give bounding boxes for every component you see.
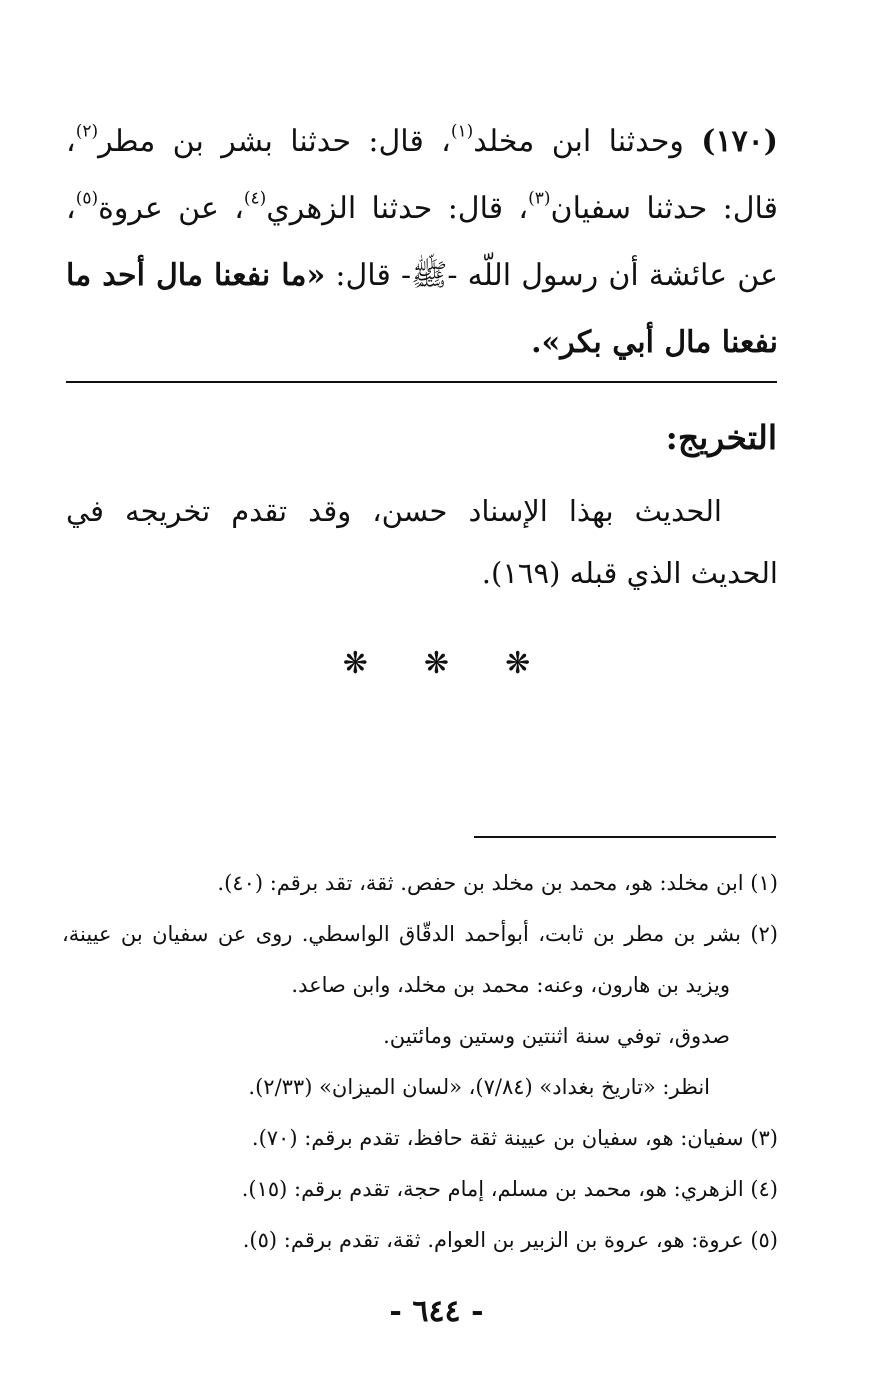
section-separator-stars	[0, 642, 873, 686]
footnote-2: (٢) بشر بن مطر بن ثابت، أبوأحمد الدقّاق الواسطي. روى عن سفيان بن عيينة، ويزيد بن هارون، وعنه: محمد بن مخلد، وابن صاعد.	[62, 922, 778, 997]
takhrij-heading: التخريج:	[665, 418, 777, 457]
takhrij-text: الحديث بهذا الإسناد حسن، وقد تقدم تخريجه في الحديث الذي قبله (١٦٩).	[66, 494, 778, 590]
footnote-3: (٣) سفيان: هو، سفيان بن عيينة ثقة حافظ، تقدم برقم: (٧٠).	[251, 1126, 778, 1150]
star-ornament-icon: ❋	[423, 646, 450, 681]
star-ornament-icon: ❋	[342, 646, 368, 681]
footnote-ref-1[interactable]: (١)	[450, 121, 474, 142]
footnote-ref-2[interactable]: (٢)	[75, 121, 99, 142]
isnad-part-1: وحدثنا ابن مخلد	[473, 124, 702, 159]
footnote-ref-4[interactable]: (٤)	[243, 188, 267, 209]
isnad-part-2: ، قال: حدثنا بشر بن مطر	[98, 124, 451, 159]
isnad-part-4: ، قال: حدثنا الزهري	[266, 191, 529, 226]
hadith-matn: «ما نفعنا مال أحد ما نفعنا مال أبي بكر».	[66, 258, 778, 360]
footnote-divider	[474, 836, 776, 838]
isnad-part-6: ، عن عائشة أن رسول اللّه -ﷺ- قال:	[66, 191, 778, 293]
footnote-ref-3[interactable]: (٣)	[528, 188, 551, 209]
section-divider	[66, 381, 777, 383]
hadith-number: (١٧٠)	[701, 124, 778, 159]
isnad-part-3: ، قال: حدثنا سفيان	[66, 124, 778, 226]
footnote-4: (٤) الزهري: هو، محمد بن مسلم، إمام حجة، تقدم برقم: (١٥).	[241, 1177, 778, 1201]
footnote-1: (١) ابن مخلد: هو، محمد بن مخلد بن حفص. ثقة، تقد برقم: (٤٠).	[217, 871, 778, 895]
footnotes	[62, 858, 778, 1266]
footnote-ref-5[interactable]: (٥)	[75, 188, 99, 209]
hadith-text	[66, 108, 778, 376]
footnote-5: (٥) عروة: هو، عروة بن الزبير بن العوام. ثقة، تقدم برقم: (٥).	[242, 1228, 778, 1252]
isnad-part-5: ، عن عروة	[98, 191, 244, 226]
star-ornament-icon: ❋	[505, 646, 531, 681]
page-number: - ٦٤٤ -	[389, 1294, 484, 1329]
footnote-2-grade: صدوق، توفي سنة اثنتين وستين ومائتين.	[383, 1024, 730, 1048]
footnote-2-sources: انظر: «تاريخ بغداد» (٧/٨٤)، «لسان الميزان» (٢/٣٣).	[248, 1075, 710, 1099]
